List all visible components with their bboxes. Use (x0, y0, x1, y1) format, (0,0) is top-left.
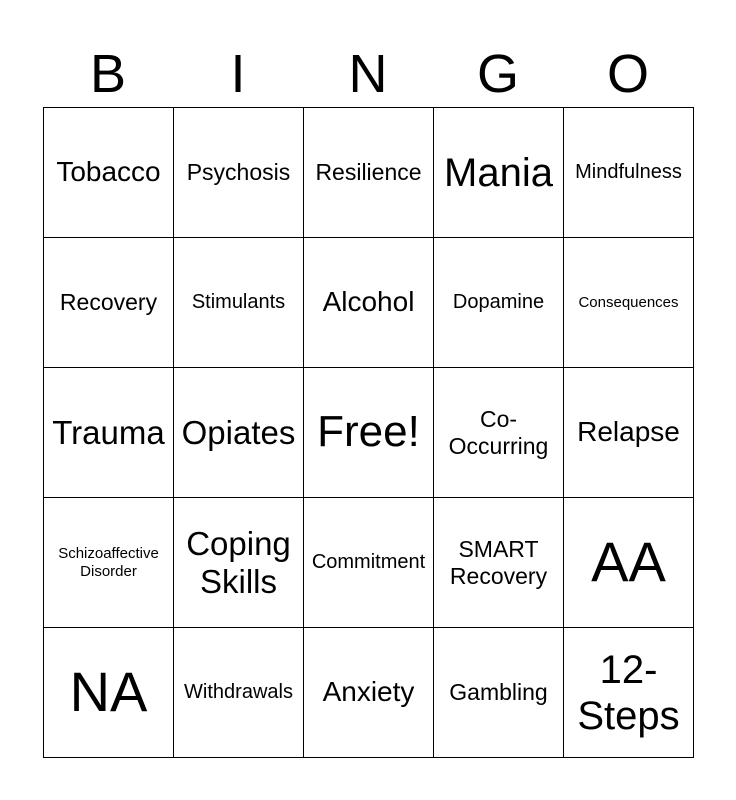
cell-label: 12- Steps (577, 647, 680, 738)
cell-label: Dopamine (452, 291, 545, 313)
header-letter-i: I (230, 44, 246, 104)
bingo-cell[interactable] (44, 498, 174, 628)
cell-label: Opiates (181, 413, 296, 451)
cell-label: Resilience (315, 159, 422, 186)
bingo-cell[interactable] (44, 368, 174, 498)
cell-label: Mindfulness (575, 161, 682, 183)
bingo-board (43, 107, 694, 758)
free-space-cell[interactable] (304, 368, 434, 498)
cell-label: NA (69, 660, 148, 724)
bingo-header (43, 40, 693, 108)
bingo-cell[interactable] (174, 368, 304, 498)
cell-label: Consequences (578, 293, 679, 311)
bingo-cell[interactable] (434, 628, 564, 758)
cell-label: Co- Occurring (448, 406, 549, 459)
bingo-cell[interactable] (304, 628, 434, 758)
bingo-cell[interactable] (434, 368, 564, 498)
bingo-cell[interactable] (44, 108, 174, 238)
cell-label: Relapse (577, 416, 680, 448)
cell-label: Anxiety (322, 676, 415, 708)
bingo-cell[interactable] (174, 498, 304, 628)
cell-label: Tobacco (56, 156, 161, 188)
cell-label: Alcohol (322, 286, 415, 318)
header-letter-b: B (89, 44, 127, 104)
header-letter-g: G (476, 44, 519, 104)
cell-label: Recovery (59, 289, 158, 316)
bingo-cell[interactable] (564, 368, 694, 498)
bingo-cell[interactable] (434, 498, 564, 628)
bingo-cell[interactable] (44, 628, 174, 758)
cell-label: SMART Recovery (449, 536, 548, 589)
bingo-cell[interactable] (304, 238, 434, 368)
cell-label: Psychosis (186, 159, 291, 186)
bingo-cell[interactable] (564, 498, 694, 628)
bingo-cell[interactable] (434, 238, 564, 368)
bingo-cell[interactable] (564, 108, 694, 238)
cell-label: Stimulants (191, 291, 286, 313)
bingo-cell[interactable] (434, 108, 564, 238)
bingo-cell[interactable] (44, 238, 174, 368)
bingo-cell[interactable] (174, 108, 304, 238)
cell-label: Commitment (311, 551, 426, 573)
bingo-cell[interactable] (304, 108, 434, 238)
free-space-label: Free! (317, 407, 420, 457)
cell-label: Coping Skills (186, 524, 291, 600)
cell-label: Mania (444, 150, 553, 195)
cell-label: Schizoaffective Disorder (58, 545, 159, 580)
cell-label: Gambling (449, 679, 548, 706)
header-letter-o: O (606, 44, 649, 104)
header-letter-n: N (348, 44, 388, 104)
cell-label: Trauma (52, 413, 165, 451)
bingo-cell[interactable] (174, 238, 304, 368)
cell-label: AA (591, 530, 666, 594)
cell-label: Withdrawals (184, 681, 293, 703)
bingo-cell[interactable] (174, 628, 304, 758)
bingo-cell[interactable] (304, 498, 434, 628)
bingo-cell[interactable] (564, 238, 694, 368)
bingo-cell[interactable] (564, 628, 694, 758)
